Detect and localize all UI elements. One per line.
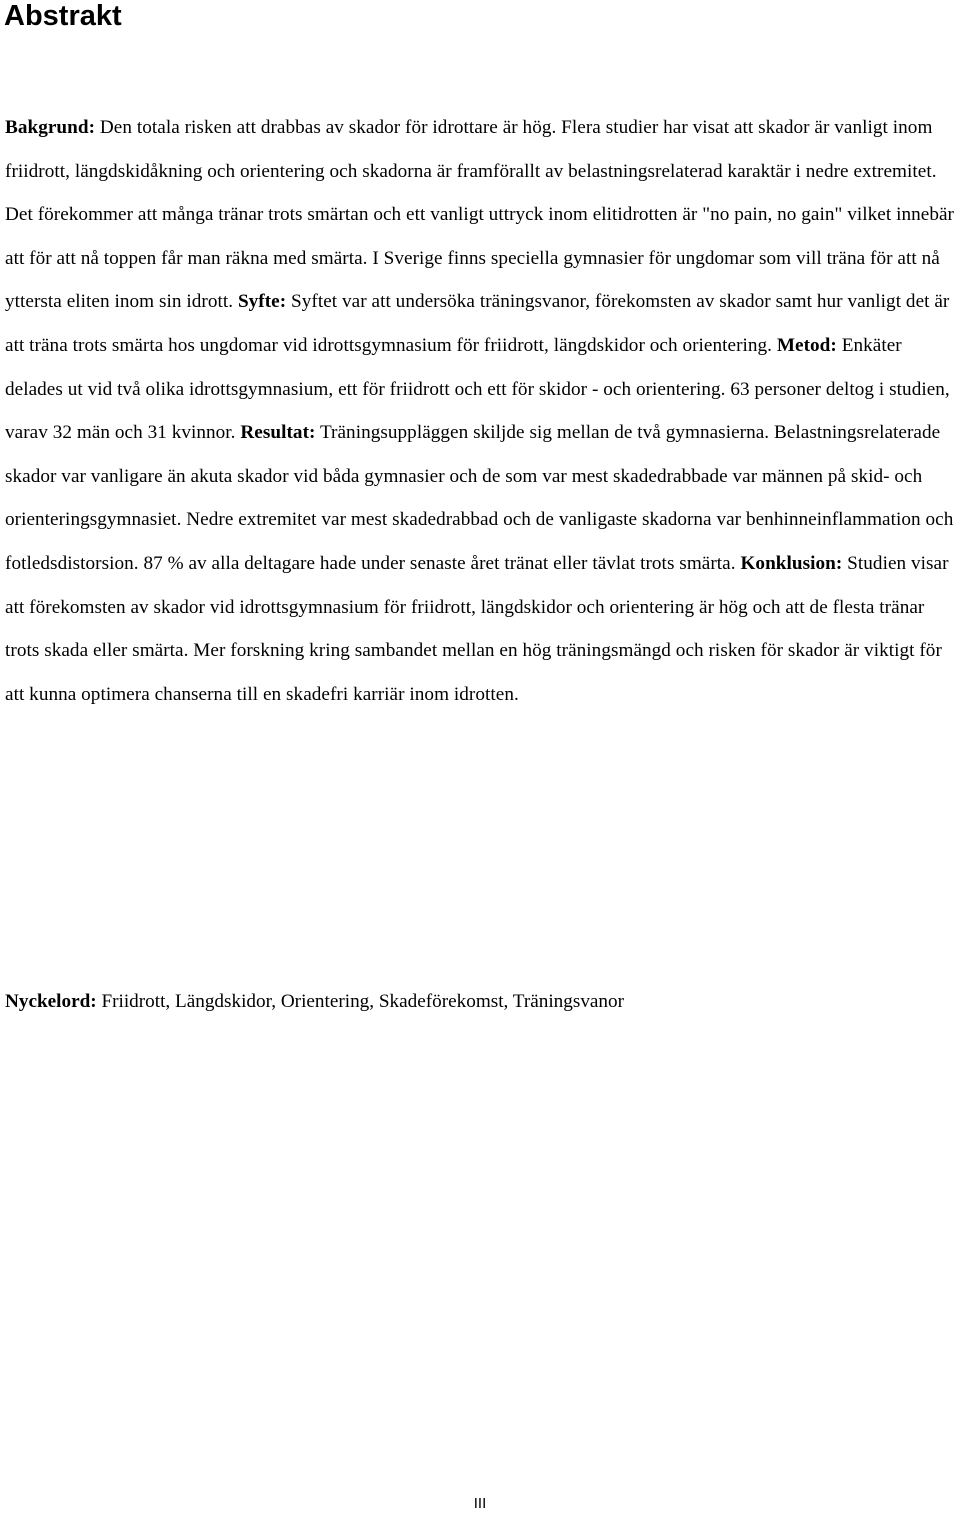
- background-label: Bakgrund:: [5, 117, 96, 138]
- keywords: [5, 980, 960, 1024]
- conclusion-text: Studien visar att förekomsten av skador vid idrottsgymnasium för friidrott, längdskidor och orientering är hög och att de flesta tränar trots skada eller smärta. Mer forskning kring sambandet mellan en hög träningsmängd och risken för skador är viktigt för att kunna optimera chanserna till en skadefri karriär inom idrotten.: [5, 552, 949, 705]
- aim-label: Syfte:: [237, 291, 287, 313]
- method-text: Enkäter delades ut vid två olika idrottsgymnasium, ett för friidrott och ett för skidor - och orientering. 63 personer deltog i studien, varav 32 män och 31 kvinnor.: [5, 334, 950, 444]
- method-label: Metod:: [776, 334, 837, 356]
- background-text: Den totala risken att drabbas av skador för idrottare är hög. Flera studier har visat att skador är vanligt inom friidrott, längdskidåkning och orientering och skadorna är framförallt av belastningsrelaterad karaktär i nedre extremitet. Det förekommer att många tränar trots smärtan och ett vanligt uttryck inom elitidrotten är "no pain, no gain" vilket innebär att för att nå toppen får man räkna med smärta. I Sverige finns speciella gymnasier för ungdomar som vill träna för att nå yttersta eliten inom sin idrott.: [5, 117, 954, 313]
- page-title: Abstrakt: [4, 0, 122, 32]
- keywords-label: Nyckelord:: [5, 991, 97, 1012]
- aim-text: Syftet var att undersöka träningsvanor, förekomsten av skador samt hur vanligt det är att träna trots smärta hos ungdomar vid idrottsgymnasium för friidrott, längdskidor och orientering.: [5, 291, 950, 356]
- results-label: Resultat:: [240, 422, 316, 444]
- results-text: Träningsuppläggen skiljde sig mellan de två gymnasierna. Belastningsrelaterade skador var vanligare än akuta skador vid båda gymnasier och de som var mest skadedrabbade var männen på skid- och orienteringsgymnasiet. Nedre extremitet var mest skadedrabbad och de vanligaste skadorna var benhinneinflammation och fotledsdistorsion. 87 % av alla deltagare hade under senaste året tränat eller tävlat trots smärta.: [5, 422, 954, 574]
- conclusion-label: Konklusion:: [740, 552, 843, 574]
- keywords-text: Friidrott, Längdskidor, Orientering, Skadeförekomst, Träningsvanor: [96, 991, 625, 1012]
- abstract-body: [5, 106, 960, 716]
- page-number: III: [473, 1495, 487, 1512]
